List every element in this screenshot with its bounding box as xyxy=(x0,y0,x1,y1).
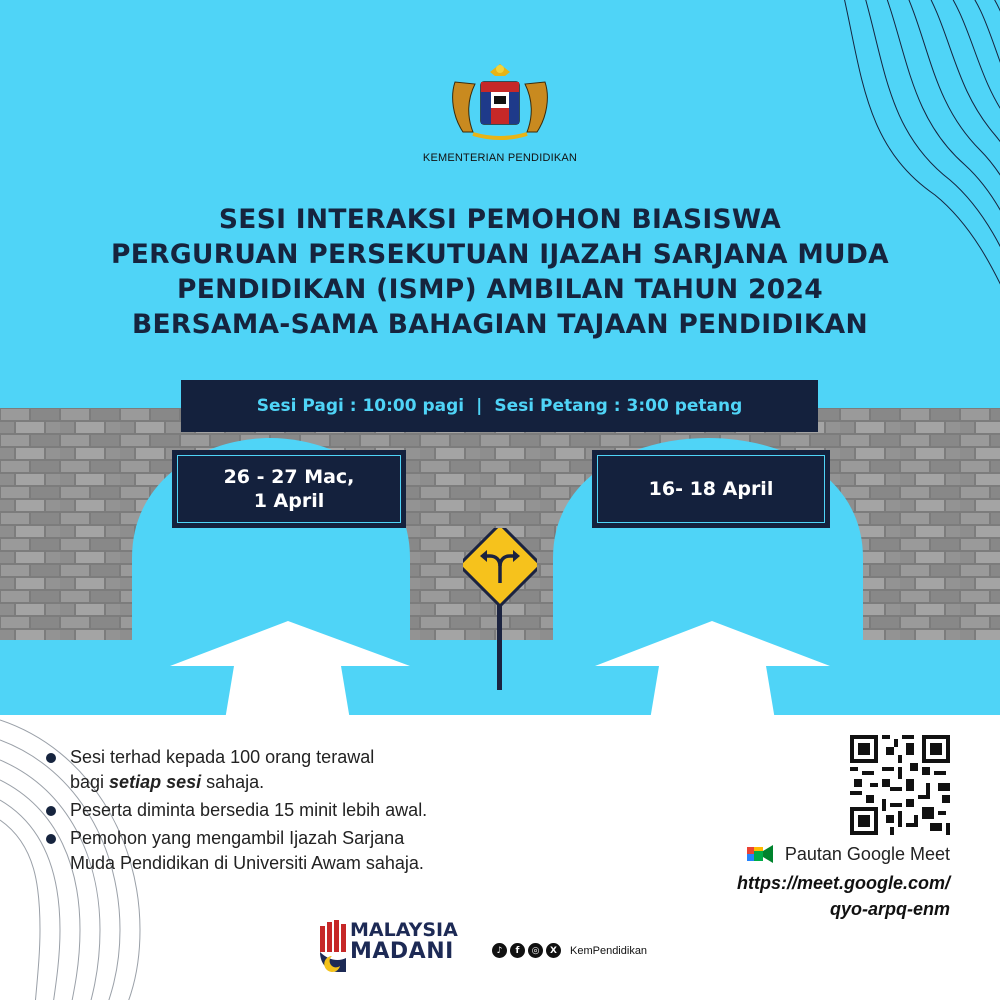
qr-code-icon[interactable] xyxy=(850,735,950,835)
title-line: PERGURUAN PERSEKUTUAN IJAZAH SARJANA MUDA xyxy=(111,239,889,270)
google-meet-link[interactable]: https://meet.google.com/ qyo-arpq-enm xyxy=(736,873,950,919)
list-item: Pemohon yang mengambil Ijazah Sarjana Muda Pendidikan di Universiti Awam sahaja. xyxy=(42,826,602,876)
date-right: 16- 18 April xyxy=(648,478,774,500)
title-line: BERSAMA-SAMA BAHAGIAN TAJAAN PENDIDIKAN xyxy=(132,309,868,340)
morning-session: Sesi Pagi : 10:00 pagi xyxy=(256,396,465,416)
social-links xyxy=(492,943,647,958)
facebook-icon[interactable]: f xyxy=(510,943,525,958)
google-meet-label: Pautan Google Meet xyxy=(784,843,950,864)
afternoon-session: Sesi Petang : 3:00 petang xyxy=(494,396,743,416)
title-line: SESI INTERAKSI PEMOHON BIASISWA xyxy=(218,204,782,235)
coat-of-arms-logo xyxy=(445,62,555,147)
title-line: PENDIDIKAN (ISMP) AMBILAN TAHUN 2024 xyxy=(177,274,823,305)
ministry-name: KEMENTERIAN PENDIDIKAN xyxy=(422,152,578,164)
session-separator: | xyxy=(476,396,483,416)
instagram-icon[interactable]: ◎ xyxy=(528,943,543,958)
tiktok-icon[interactable]: ♪ xyxy=(492,943,507,958)
social-handle[interactable]: KemPendidikan xyxy=(570,944,648,957)
google-meet-icon xyxy=(745,843,775,865)
bullet-icon xyxy=(46,834,56,844)
x-icon[interactable]: X xyxy=(546,943,561,958)
malaysia-madani-logo xyxy=(318,918,348,974)
list-item: Sesi terhad kepada 100 orang terawal bagi setiap sesi sahaja. xyxy=(42,745,602,795)
date-left-line1: 26 - 27 Mac, xyxy=(223,466,355,488)
bullet-icon xyxy=(46,753,56,763)
list-item: Peserta diminta bersedia 15 minit lebih awal. xyxy=(42,798,602,823)
date-box-left xyxy=(172,450,406,528)
date-box-right xyxy=(592,450,830,528)
session-times-bar xyxy=(181,380,818,432)
notes-list xyxy=(42,745,602,879)
bullet-icon xyxy=(46,806,56,816)
malaysia-madani-wordmark: MALAYSIA MADANI xyxy=(350,919,458,964)
date-left-line2: 1 April xyxy=(253,490,325,512)
google-meet-label-row xyxy=(745,843,950,865)
emphasis-text: setiap sesi xyxy=(109,772,202,792)
poster-title xyxy=(40,202,960,342)
fork-road-sign-icon xyxy=(463,528,537,693)
